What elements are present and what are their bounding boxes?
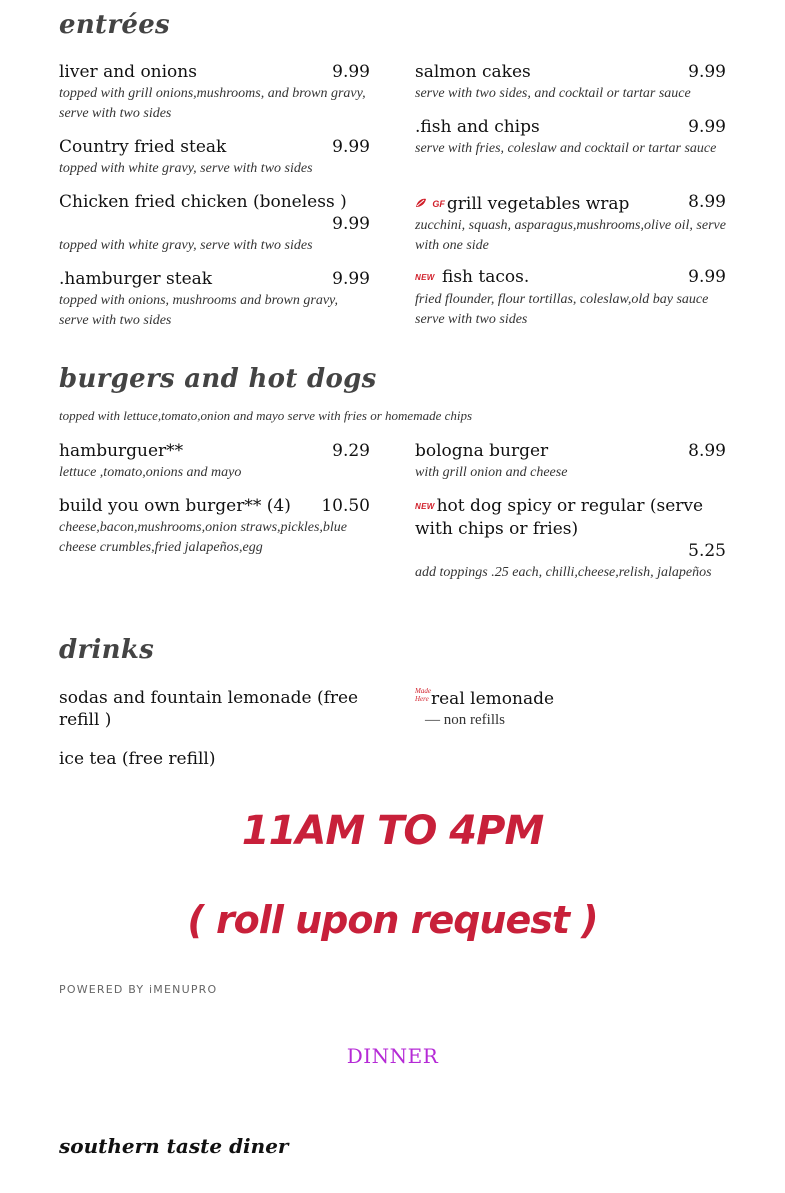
menu-item — [415, 61, 726, 104]
new-badge-icon: NEW — [415, 273, 435, 282]
menu-item — [59, 748, 370, 770]
item-description: fried flounder, flour tortillas, coleslaw,old bay sauce serve with two sides — [415, 292, 709, 327]
item-price: 8.99 — [688, 441, 726, 461]
menu-item — [59, 440, 370, 483]
item-name: fish tacos. — [441, 267, 530, 287]
item-name: salmon cakes — [415, 62, 531, 82]
item-name: build you own burger** (4) — [59, 496, 291, 516]
gluten-free-icon — [415, 191, 445, 215]
menu-item — [59, 268, 370, 331]
item-description: add toppings .25 each, chilli,cheese,relish, jalapeños — [415, 565, 712, 580]
item-name-row — [415, 495, 726, 540]
item-price: 9.99 — [688, 117, 726, 137]
item-description: with grill onion and cheese — [415, 465, 568, 480]
item-price: 9.99 — [688, 267, 726, 287]
section-title-burgers: burgers and hot dogs — [59, 364, 377, 394]
menu-item — [415, 266, 726, 330]
section-title-drinks: drinks — [59, 635, 155, 665]
item-price: 8.99 — [688, 192, 726, 212]
menu-item — [415, 116, 726, 159]
item-name: hot dog spicy or regular (serve with chips or fries) — [415, 496, 704, 539]
item-description: lettuce ,tomato,onions and mayo — [59, 465, 242, 480]
item-price: 9.29 — [332, 441, 370, 461]
item-name: bologna burger — [415, 441, 549, 461]
item-name: ice tea (free refill) — [59, 749, 216, 769]
menu-item — [59, 61, 370, 124]
made-here-icon — [415, 687, 431, 703]
hours-text: 11AM TO 4PM — [241, 808, 544, 854]
item-price: 9.99 — [332, 62, 370, 82]
menu-item — [59, 687, 370, 731]
item-description: topped with onions, mushrooms and brown gravy, serve with two sides — [59, 293, 338, 328]
item-name-row — [415, 266, 726, 289]
menu-item — [59, 495, 370, 558]
item-description: topped with white gravy, serve with two sides — [59, 238, 313, 253]
item-name: .hamburger steak — [59, 269, 213, 289]
roll-note: ( roll upon request ) — [187, 898, 598, 942]
item-price: 9.99 — [688, 62, 726, 82]
menu-item — [415, 495, 726, 583]
item-price: 9.99 — [332, 137, 370, 157]
item-price: 10.50 — [321, 496, 370, 516]
item-name: .fish and chips — [415, 117, 540, 137]
dinner-label: DINNER — [346, 1044, 439, 1068]
menu-item — [415, 687, 726, 730]
item-price: 9.99 — [332, 214, 370, 234]
section-note: topped with lettuce,tomato,onion and mayo serve with fries or homemade chips — [59, 408, 473, 423]
item-name-row — [415, 191, 726, 215]
item-name: Country fried steak — [59, 137, 227, 157]
section-title-entrees: entrées — [59, 10, 170, 40]
item-name: Chicken fried chicken (boneless ) — [59, 192, 347, 212]
new-badge-icon: NEW — [415, 502, 435, 511]
menu-item — [415, 440, 726, 483]
powered-by-link[interactable]: POWERED BY iMENUPRO — [59, 983, 218, 996]
item-name: sodas and fountain lemonade (free refill ) — [59, 688, 359, 730]
item-description: — non refills — [425, 712, 505, 728]
item-description: cheese,bacon,mushrooms,onion straws,pickles,blue cheese crumbles,fried jalapeños,egg — [59, 520, 347, 555]
item-name: real lemonade — [431, 689, 555, 709]
gluten-free-label: GF — [432, 199, 445, 209]
restaurant-name: southern taste diner — [59, 1134, 289, 1158]
item-name: grill vegetables wrap — [446, 194, 630, 214]
made-here-label: Here — [415, 695, 429, 703]
menu-item — [59, 136, 370, 179]
item-description: topped with white gravy, serve with two sides — [59, 161, 313, 176]
item-description: topped with grill onions,mushrooms, and brown gravy, serve with two sides — [59, 86, 366, 121]
item-name: hamburguer** — [59, 441, 184, 461]
item-price: 5.25 — [688, 541, 726, 561]
item-description: zucchini, squash, asparagus,mushrooms,olive oil, serve with one side — [415, 218, 726, 253]
item-description: serve with two sides, and cocktail or tartar sauce — [415, 86, 691, 101]
item-description: serve with fries, coleslaw and cocktail or tartar sauce — [415, 141, 717, 156]
item-price: 9.99 — [332, 269, 370, 289]
item-name: liver and onions — [59, 62, 197, 82]
menu-item — [59, 191, 370, 256]
made-here-label: Made — [415, 687, 431, 695]
menu-item — [415, 191, 726, 256]
item-name-row — [415, 687, 726, 710]
